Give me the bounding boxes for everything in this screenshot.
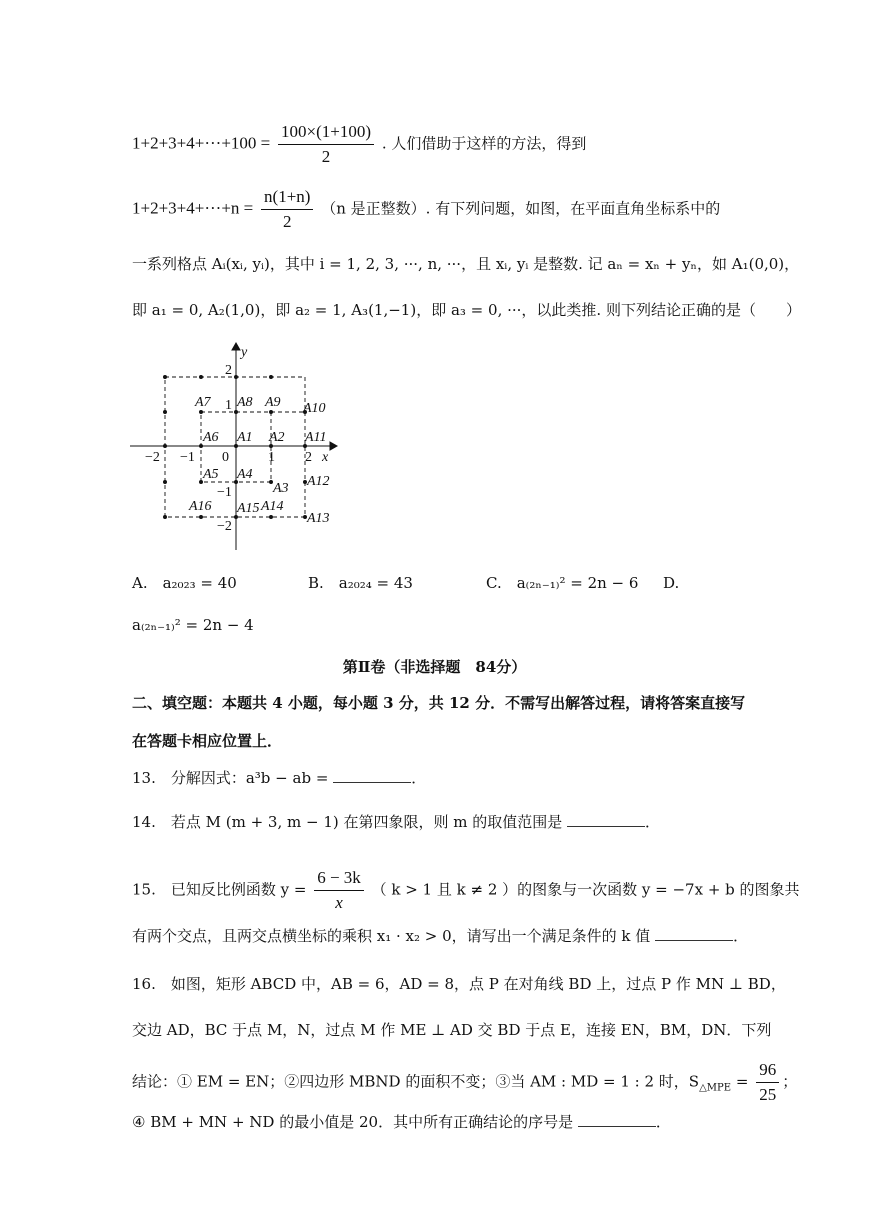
fraction-q16: $\frac{96}{25}$ (756, 1060, 779, 1105)
x-axis-label: x (322, 450, 329, 465)
label-a6: A6 (203, 430, 219, 445)
tick-y-neg2: −2 (217, 519, 232, 534)
tick-x-2: 2 (305, 450, 312, 465)
label-a16: A16 (189, 499, 212, 514)
label-a13: A13 (307, 511, 330, 526)
tick-y-1: 1 (225, 398, 232, 413)
label-a2: A2 (269, 430, 285, 445)
answer-blank-13 (333, 768, 411, 783)
label-a9: A9 (265, 395, 281, 410)
tick-x-1: 1 (268, 450, 275, 465)
label-a1: A1 (237, 430, 253, 445)
section2-instructions-line1: 二、填空题：本题共 4 小题，每小题 3 分，共 12 分．不需写出解答过程，请将答案直接写 (132, 694, 746, 712)
fraction-sum-n: $\frac{n(1+n)}{2}$ (261, 187, 313, 232)
label-a8: A8 (237, 395, 253, 410)
answer-blank-16 (578, 1112, 656, 1127)
label-a7: A7 (195, 395, 211, 410)
text-line-3: 一系列格点 Aᵢ(xᵢ, yᵢ)，其中 i = 1, 2, 3, ···, n, ···，且 xᵢ, yᵢ 是整数. 记 aₙ = xₙ + yₙ，如 A₁(0,0)， (132, 255, 800, 273)
lattice-point-figure (125, 340, 345, 555)
sum-n-lhs: 1+2+3+4+···+n = (132, 198, 254, 218)
lattice-dots (163, 375, 307, 519)
option-b: B. a₂₀₂₄ = 43 (308, 574, 413, 592)
section2-instructions-line2: 在答题卡相应位置上． (132, 732, 283, 750)
y-axis-arrow (232, 343, 240, 350)
option-a: A. a₂₀₂₃ = 40 (132, 574, 237, 592)
question-16-line1: 16. 如图，矩形 ABCD 中，AB = 6，AD = 8，点 P 在对角线 BD 上，过点 P 作 MN ⊥ BD， (132, 975, 786, 993)
fraction-sum-100: $\frac{100\times(1+100)}{2}$ (278, 122, 374, 167)
label-a15: A15 (237, 501, 260, 516)
question-16-line3: 结论：① EM = EN；②四边形 MBND 的面积不变；③当 AM : MD = 1 : 2 时，$S_{\triangle MPE}$ = $\frac{96}{25}$ ； (132, 1060, 798, 1104)
answer-blank-15 (655, 926, 733, 941)
question-13: 13. 分解因式：a³b − ab = ． (132, 769, 427, 787)
question-15-cont: 有两个交点，且两交点横坐标的乘积 x₁ · x₂ > 0，请写出一个满足条件的 k 值 ． (132, 927, 749, 945)
question-16-line4: ④ BM + MN + ND 的最小值是 20．其中所有正确结论的序号是 ． (132, 1113, 671, 1131)
question-15: 15. 已知反比例函数 y = $\frac{6 - 3k}{x}$ （ k > 1 且 k ≠ 2 ）的图象与一次函数 y = −7x + b 的图象共 (132, 868, 800, 912)
option-d-content: a₍₂ₙ₋₁₎² = 2n − 4 (132, 616, 254, 634)
option-c: C. a₍₂ₙ₋₁₎² = 2n − 6 (486, 574, 639, 592)
label-a14: A14 (261, 499, 284, 514)
label-a3: A3 (273, 481, 289, 496)
option-d: D. (663, 574, 680, 592)
fraction-q15: $\frac{6 - 3k}{x}$ (314, 868, 364, 913)
label-a5: A5 (203, 467, 219, 482)
label-a11: A11 (305, 430, 327, 445)
text-line-1: 1+2+3+4+···+100 = $\frac{100\times(1+100)}{2}$ . 人们借助于这样的方法，得到 (132, 122, 587, 166)
label-a10: A10 (303, 401, 326, 416)
section-title: 第Ⅱ卷（非选择题 84分） (342, 658, 527, 676)
tick-y-neg1: −1 (217, 485, 232, 500)
y-axis-label: y (241, 345, 248, 360)
question-16-line2: 交边 AD，BC 于点 M，N，过点 M 作 ME ⊥ AD 交 BD 于点 E，连接 EN，BM，DN．下列 (132, 1021, 772, 1039)
tick-x-neg1: −1 (180, 450, 195, 465)
text-line-4: 即 a₁ = 0, A₂(1,0)，即 a₂ = 1, A₃(1,−1)，即 a₃ = 0, ···，以此类推. 则下列结论正确的是（ ） (132, 301, 801, 319)
label-a12: A12 (307, 474, 330, 489)
text-line-2: 1+2+3+4+···+n = $\frac{n(1+n)}{2}$ （n 是正整数）. 有下列问题，如图，在平面直角坐标系中的 (132, 187, 721, 231)
sum-100-lhs: 1+2+3+4+···+100 = (132, 133, 271, 153)
tick-y-2: 2 (225, 363, 232, 378)
origin-label: 0 (222, 450, 229, 465)
answer-blank-14 (567, 812, 645, 827)
x-axis-arrow (330, 442, 337, 450)
question-14: 14. 若点 M (m + 3, m − 1) 在第四象限，则 m 的取值范围是 ． (132, 813, 661, 831)
tick-x-neg2: −2 (145, 450, 160, 465)
label-a4: A4 (237, 467, 253, 482)
